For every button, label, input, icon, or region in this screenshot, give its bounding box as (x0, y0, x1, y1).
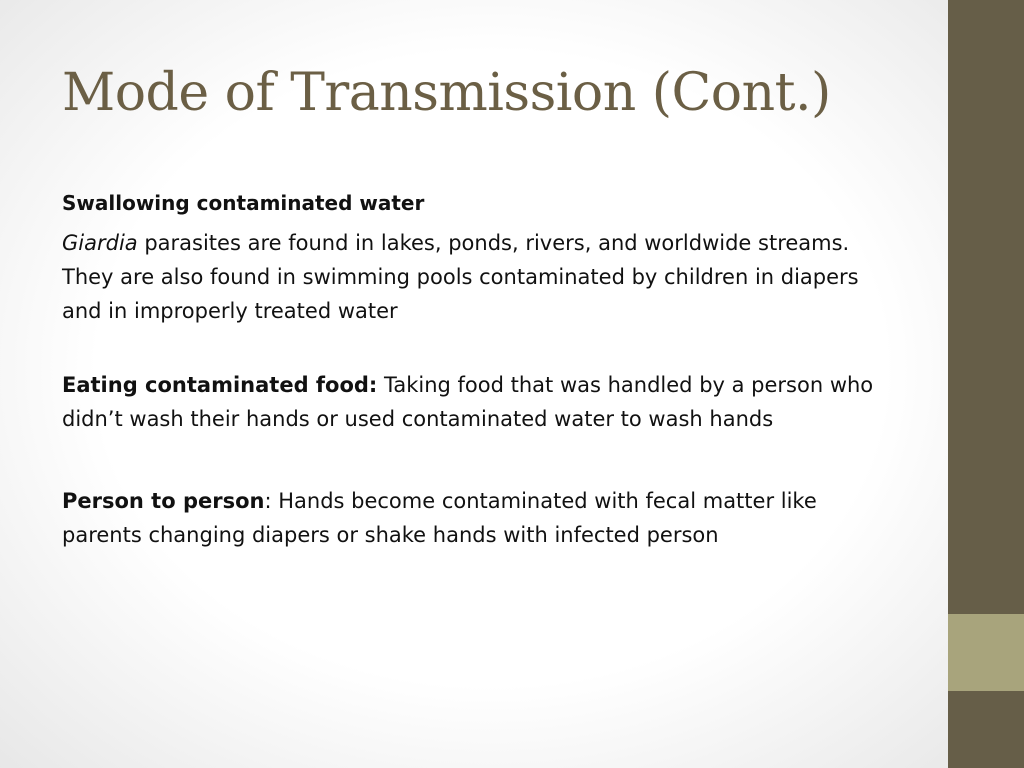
slide-title: Mode of Transmission (Cont.) (62, 63, 831, 123)
side-bar-accent-block (948, 614, 1024, 691)
person-text: : Hands become contaminated with fecal matter like parents changing diapers or shake hands with infected person (62, 489, 817, 547)
water-text: parasites are found in lakes, ponds, rivers, and worldwide streams. They are also found in swimming pools contaminated by children in diapers and in improperly treated water (62, 231, 859, 323)
food-paragraph (62, 368, 882, 436)
spacer (62, 436, 882, 470)
food-heading: Eating contaminated food: (62, 373, 378, 397)
water-paragraph (62, 226, 882, 328)
person-heading: Person to person (62, 489, 265, 513)
slide-body (62, 186, 882, 552)
person-paragraph (62, 484, 882, 552)
food-text: Taking food that was handled by a person who didn’t wash their hands or used contaminated water to wash hands (62, 373, 874, 431)
spacer (62, 328, 882, 362)
water-heading: Swallowing contaminated water (62, 191, 425, 215)
organism-name: Giardia (62, 231, 138, 255)
